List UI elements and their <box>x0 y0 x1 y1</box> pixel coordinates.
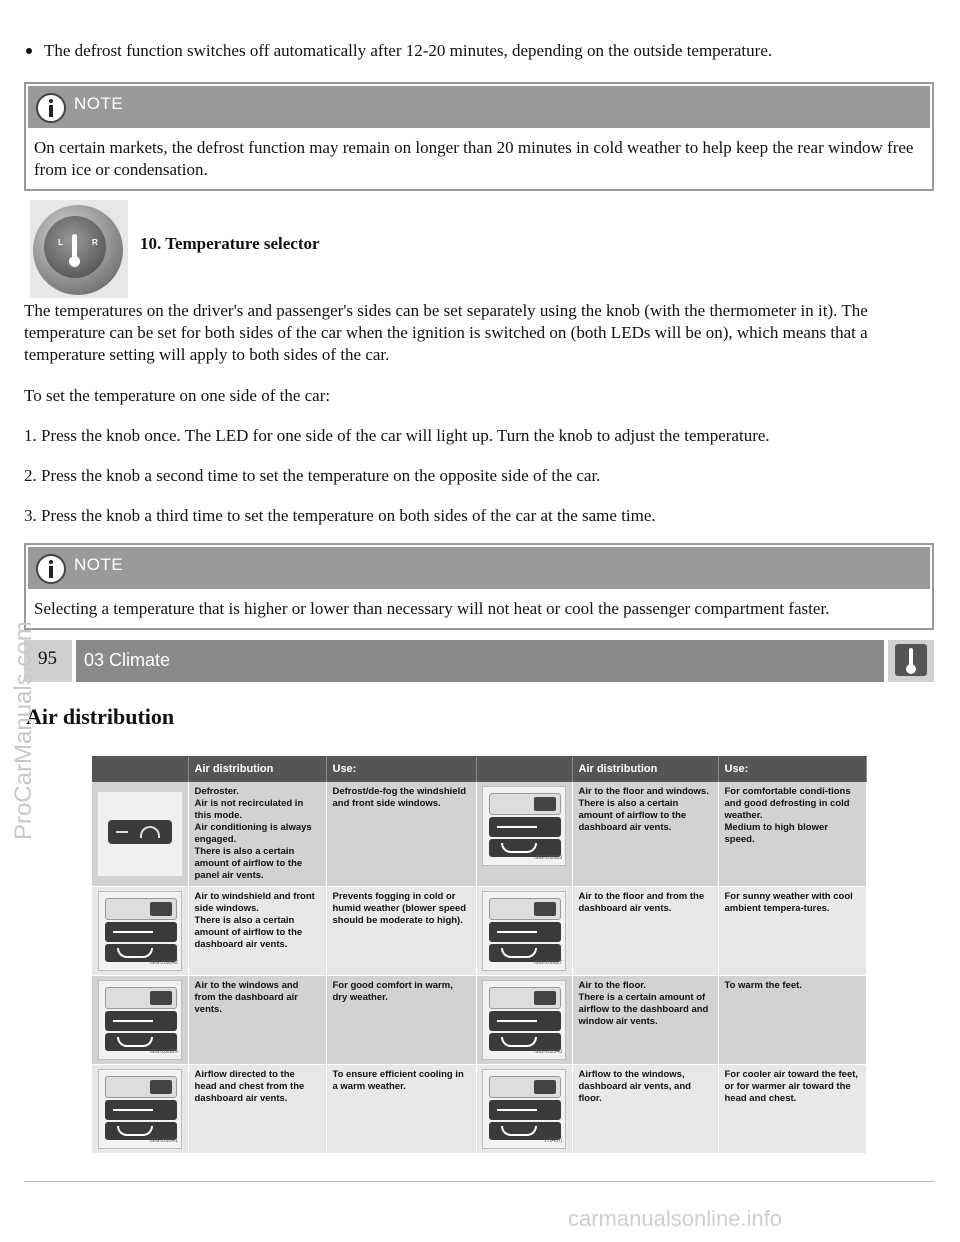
header-image-col <box>476 756 572 782</box>
defrost-icon <box>108 820 172 844</box>
climate-panel-image <box>482 1069 566 1149</box>
defroster-button-image <box>98 792 182 876</box>
air-distribution-cell: Airflow to the windows, dashboard air vents, and floor. <box>572 1065 718 1154</box>
temperature-selector-title: 10. Temperature selector <box>140 234 320 253</box>
air-distribution-cell: Air to windshield and front side windows. There is also a certain amount of airflow to the dashboard air vents. <box>188 887 326 976</box>
image-caption: IMG-202040 <box>534 1049 562 1055</box>
use-cell: To ensure efficient cooling in a warm weather. <box>326 1065 476 1154</box>
panel-image-cell <box>476 976 572 1065</box>
bullet-text: The defrost function switches off automatically after 12-20 minutes, depending on the outside temperature. <box>44 41 773 60</box>
header-use: Use: <box>326 756 476 782</box>
climate-panel-image <box>98 891 182 971</box>
use-cell: Defrost/de-fog the windshield and front side windows. <box>326 782 476 887</box>
note-header <box>28 547 930 589</box>
use-cell: To warm the feet. <box>718 976 866 1065</box>
temp-intro-paragraph: The temperatures on the driver's and passenger's sides can be set separately using the knob (with the thermometer in it). The temperature can be set for both sides of the car when the ignition is switched on (both LEDs will be on), which means that a temperature setting will apply to both sides of the car. <box>24 301 868 364</box>
use-cell: For good comfort in warm, dry weather. <box>326 976 476 1065</box>
panel-image-cell <box>476 782 572 887</box>
defrost-bullet <box>26 40 772 62</box>
air-distribution-cell: Defroster. Air is not recirculated in this mode. Air conditioning is always engaged. There is also a certain amount of airflow to the panel air vents. <box>188 782 326 887</box>
note-label: NOTE <box>74 555 124 574</box>
image-caption: IMG-200087 <box>534 960 562 966</box>
air-distribution-cell: Air to the windows and from the dashboard air vents. <box>188 976 326 1065</box>
climate-panel-image <box>482 891 566 971</box>
climate-thermometer-icon <box>888 640 934 682</box>
step-2: 2. Press the knob a second time to set the temperature on the opposite side of the car. <box>24 466 601 485</box>
temperature-knob-image <box>30 200 128 298</box>
panel-image-cell <box>92 1065 188 1154</box>
table-row <box>92 976 866 1065</box>
bullet-dot <box>26 48 32 54</box>
note-box-temperature <box>24 543 934 630</box>
climate-panel-image <box>98 1069 182 1149</box>
panel-image-cell <box>92 887 188 976</box>
table-row <box>92 887 866 976</box>
knob-right-label: R <box>92 238 98 247</box>
header-air-distribution: Air distribution <box>572 756 718 782</box>
note-box-defrost <box>24 82 934 191</box>
defroster-image-cell <box>92 782 188 887</box>
use-cell: For comfortable condi-tions and good defrosting in cold weather. Medium to high blower speed. <box>718 782 866 887</box>
image-caption: IMG-200924 <box>149 1049 178 1055</box>
info-icon <box>36 93 66 123</box>
climate-panel-image <box>482 786 566 866</box>
air-distribution-cell: Airflow directed to the head and chest from the dashboard air vents. <box>188 1065 326 1154</box>
set-intro-paragraph: To set the temperature on one side of the car: <box>24 386 331 405</box>
step-1: 1. Press the knob once. The LED for one side of the car will light up. Turn the knob to adjust the temperature. <box>24 426 770 445</box>
air-distribution-table <box>92 756 867 1154</box>
air-distribution-heading: Air distribution <box>26 704 175 729</box>
header-image-col <box>92 756 188 782</box>
note-text: Selecting a temperature that is higher or lower than necessary will not heat or cool the passenger compartment faster. <box>34 599 830 618</box>
image-caption: IMG-200042 <box>149 960 178 966</box>
header-air-distribution: Air distribution <box>188 756 326 782</box>
air-distribution-cell: Air to the floor and from the dashboard air vents. <box>572 887 718 976</box>
panel-image-cell <box>92 976 188 1065</box>
image-caption: IMG-202089 <box>534 855 562 861</box>
header-use: Use: <box>718 756 866 782</box>
air-distribution-cell: Air to the floor. There is a certain amount of airflow to the dashboard and window air vents. <box>572 976 718 1065</box>
note-text: On certain markets, the defrost function may remain on longer than 20 minutes in cold weather to help keep the rear window free from ice or condensation. <box>34 138 914 179</box>
image-caption: IMG-202041 <box>149 1138 178 1144</box>
panel-image-cell <box>476 1065 572 1154</box>
bottom-divider <box>24 1181 934 1182</box>
thermometer-icon <box>895 644 927 676</box>
climate-panel-image <box>482 980 566 1060</box>
air-distribution-cell: Air to the floor and windows. There is also a certain amount of airflow to the dashboard air vents. <box>572 782 718 887</box>
table-row <box>92 1065 866 1154</box>
note-header <box>28 86 930 128</box>
use-cell: For cooler air toward the feet, or for warmer air toward the head and chest. <box>718 1065 866 1154</box>
bottom-watermark: carmanualsonline.info <box>568 1206 783 1231</box>
note-label: NOTE <box>74 94 124 113</box>
page-footer-band <box>24 640 934 682</box>
knob-left-label: L <box>58 238 63 247</box>
table-header-row <box>92 756 866 782</box>
side-watermark: ProCarManuals.com <box>10 621 37 840</box>
info-icon <box>36 554 66 584</box>
use-cell: For sunny weather with cool ambient tempera-tures. <box>718 887 866 976</box>
table-row <box>92 782 866 887</box>
step-3: 3. Press the knob a third time to set the temperature on both sides of the car at the same time. <box>24 506 656 525</box>
climate-panel-image <box>98 980 182 1060</box>
panel-image-cell <box>476 887 572 976</box>
thermometer-bulb <box>69 256 80 267</box>
section-title: 03 Climate <box>76 640 884 682</box>
image-caption: 170437j <box>544 1138 562 1144</box>
page-number: 95 <box>24 640 72 682</box>
use-cell: Prevents fogging in cold or humid weather (blower speed should be moderate to high). <box>326 887 476 976</box>
